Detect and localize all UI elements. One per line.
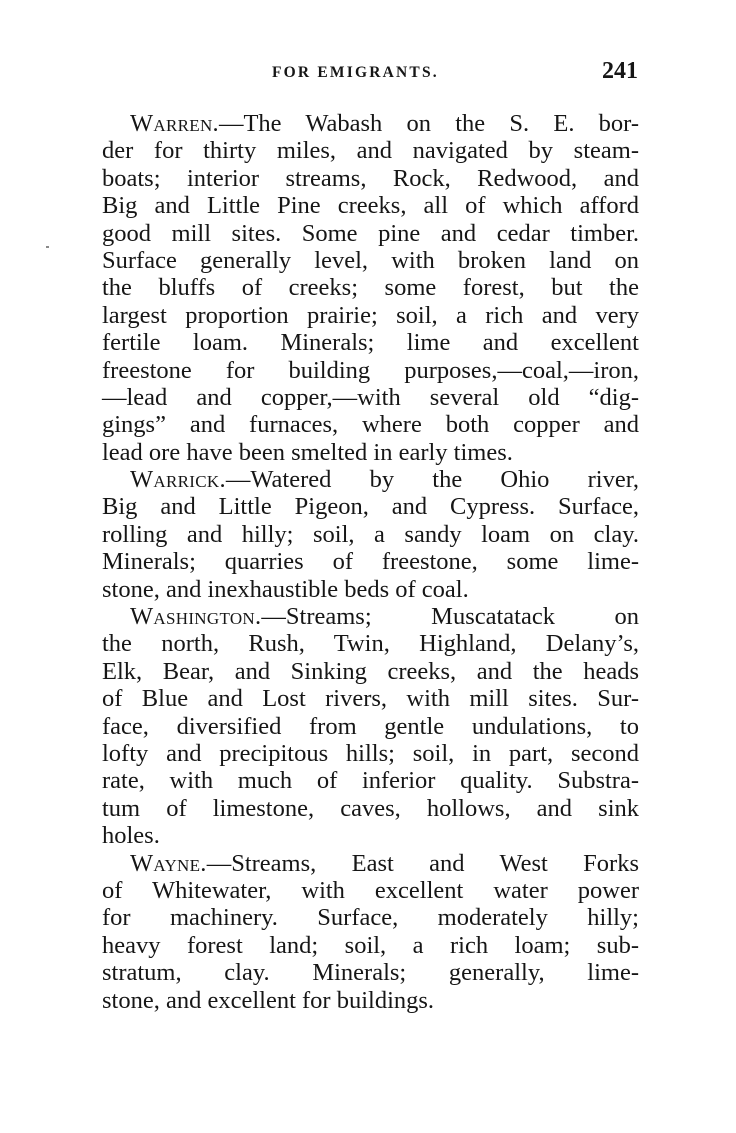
county-name-warrick: Warrick. (130, 466, 226, 494)
text-line: der for thirty miles, and navigated by steam- (102, 137, 639, 165)
running-head-title: FOR EMIGRANTS. (272, 64, 439, 81)
text-line: Big and Little Pine creeks, all of which afford (102, 192, 639, 220)
paragraph-washington-line-1 (102, 603, 639, 630)
text-line: tum of limestone, caves, hollows, and sink (102, 794, 639, 822)
text-line: lead ore have been smelted in early times. (102, 438, 513, 466)
text-line: Elk, Bear, and Sinking creeks, and the heads (102, 657, 639, 685)
text-line: the north, Rush, Twin, Highland, Delany’s, (102, 630, 639, 658)
text-line: rate, with much of inferior quality. Substra- (102, 767, 639, 795)
text-line: —The Wabash on the S. E. bor- (218, 110, 639, 137)
text-line: good mill sites. Some pine and cedar timber. (102, 219, 639, 247)
text-line: largest proportion prairie; soil, a rich and very (102, 301, 639, 329)
text-line: of Whitewater, with excellent water power (102, 876, 639, 904)
paragraph-warren-line-1 (102, 110, 639, 137)
running-head (102, 60, 638, 90)
county-name-warren: Warren. (130, 110, 219, 137)
text-line: stratum, clay. Minerals; generally, lime- (102, 959, 639, 987)
text-line: the bluffs of creeks; some forest, but the (102, 274, 639, 302)
text-line: —lead and copper,—with several old “dig- (102, 383, 639, 411)
text-line: fertile loam. Minerals; lime and excellent (102, 329, 639, 357)
text-line: Big and Little Pigeon, and Cypress. Surface, (102, 493, 639, 521)
text-line: —Streams, East and West Forks (206, 849, 639, 877)
text-line: —Streams; Muscatatack on (261, 603, 639, 631)
page-number: 241 (602, 58, 638, 84)
text-line: —Watered by the Ohio river, (225, 466, 639, 494)
text-line: stone, and excellent for buildings. (102, 986, 435, 1014)
text-line: of Blue and Lost rivers, with mill sites. Sur- (102, 685, 639, 713)
text-line: Minerals; quarries of freestone, some lime- (102, 548, 639, 576)
stray-mark (46, 246, 49, 248)
paragraph-wayne-line-1 (102, 850, 639, 877)
text-line: face, diversified from gentle undulations, to (102, 712, 639, 740)
text-line: gings” and furnaces, where both copper and (102, 411, 639, 439)
county-name-wayne: Wayne. (130, 849, 207, 877)
paragraph-warrick-line-1 (102, 466, 639, 493)
text-line: Surface generally level, with broken land on (102, 246, 639, 274)
county-name-washington: Washington. (130, 603, 262, 631)
text-line: boats; interior streams, Rock, Redwood, and (102, 164, 639, 192)
text-line: heavy forest land; soil, a rich loam; sub- (102, 931, 639, 959)
text-line: rolling and hilly; soil, a sandy loam on clay. (102, 520, 639, 548)
body-text (102, 110, 639, 1014)
text-line: lofty and precipitous hills; soil, in part, second (102, 739, 639, 767)
text-line: freestone for building purposes,—coal,—iron, (102, 356, 639, 384)
text-line: for machinery. Surface, moderately hilly; (102, 904, 639, 932)
text-line: holes. (102, 822, 160, 850)
text-line: stone, and inexhaustible beds of coal. (102, 575, 469, 603)
